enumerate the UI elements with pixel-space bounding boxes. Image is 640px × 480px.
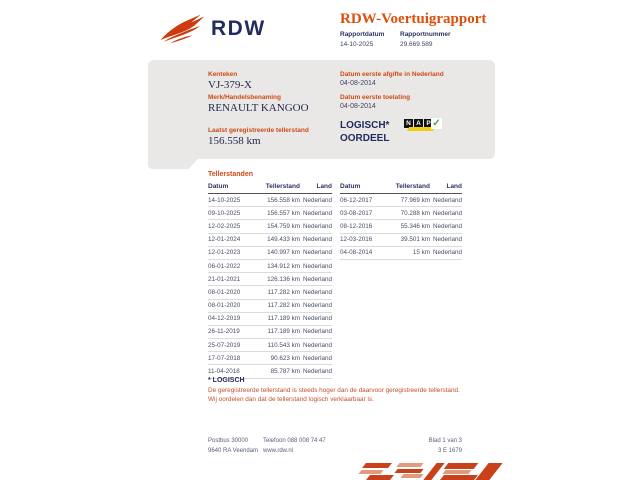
logisch-note-text: De geregistreerde tellerstand is steeds hoger dan de daarvoor geregistreerde tellerstand. Wij oordelen dan dat de tellerstand logisch verklaarbaar is. (208, 387, 460, 403)
logisch-note-title: * LOGISCH (208, 377, 245, 384)
table-row: 17-07-2018 90.623 km Nederland (208, 352, 332, 365)
table-header-row (208, 181, 332, 194)
footer-address-line2: 9640 RA Veendam (208, 447, 259, 454)
col-land: Land (300, 181, 332, 194)
laatste-tellerstand-value: 156.558 km (208, 135, 261, 147)
kenteken-label: Kenteken (208, 71, 238, 78)
footer-address (208, 437, 258, 456)
oordeel-line2: OORDEEL (340, 133, 390, 144)
oordeel-text (340, 119, 389, 145)
report-date-value: 14-10-2025 (340, 41, 374, 48)
table-row: 09-10-2025 156.557 km Nederland (208, 207, 332, 220)
col-tellerstand: Tellerstand (386, 181, 430, 194)
table-row: 03-08-2017 70.288 km Nederland (340, 207, 462, 220)
nap-letter-n: N (404, 119, 413, 128)
table-row: 11-04-2018 85.787 km Nederland (208, 365, 332, 378)
footer-page-number: Blad 1 van 3 (428, 438, 462, 444)
merk-value: RENAULT KANGOO (208, 102, 309, 114)
table-row: 08-01-2020 117.282 km Nederland (208, 286, 332, 299)
footer-contact (263, 437, 326, 456)
table-row: 04-08-2014 15 km Nederland (340, 246, 462, 259)
merk-label: Merk/Handelsbenaming (208, 94, 281, 101)
nap-letter-a: A (414, 119, 423, 128)
table-row: 26-11-2019 117.189 km Nederland (208, 325, 332, 338)
table-row: 14-10-2025 156.558 km Nederland (208, 194, 332, 207)
table-row: 21-01-2021 126.136 km Nederland (208, 273, 332, 286)
table-row: 06-12-2017 77.969 km Nederland (340, 194, 462, 207)
table-row: 25-07-2019 110.543 km Nederland (208, 339, 332, 352)
table-row: 08-12-2016 55.346 km Nederland (340, 220, 462, 233)
table-row: 12-01-2024 149.433 km Nederland (208, 233, 332, 246)
report-date-label: Rapportdatum (340, 31, 385, 38)
footer-form-code: 3 E 1679 (437, 447, 462, 454)
report-number-value: 29.669.589 (400, 41, 433, 48)
report-number-label: Rapportnummer (400, 31, 451, 38)
rdw-wing-logo-icon (158, 13, 208, 45)
nap-logo (404, 119, 444, 137)
col-land: Land (430, 181, 462, 194)
col-tellerstand: Tellerstand (254, 181, 300, 194)
table-row: 08-01-2020 117.282 km Nederland (208, 299, 332, 312)
nap-checkmark-icon: ✓ (432, 118, 441, 129)
table-row: 04-12-2019 117.189 km Nederland (208, 312, 332, 325)
oordeel-line1: LOGISCH* (340, 120, 390, 131)
eerste-toelating-value: 04-08-2014 (340, 103, 376, 110)
decorative-stripes-graphic (358, 461, 508, 480)
laatste-tellerstand-label: Laatst geregistreerde tellerstand (208, 127, 309, 134)
nap-letter-p: P (424, 119, 433, 128)
eerste-afgifte-value: 04-08-2014 (340, 80, 376, 87)
col-datum: Datum (340, 181, 386, 194)
col-datum: Datum (208, 181, 254, 194)
page-title: RDW-Voertuigrapport (340, 11, 487, 27)
table-header-row (340, 181, 462, 194)
table-row: 12-02-2025 154.759 km Nederland (208, 220, 332, 233)
vehicle-summary-box-tab (148, 150, 206, 169)
footer-website-link[interactable]: www.rdw.nl (263, 447, 294, 454)
footer-page-info (390, 437, 462, 456)
table-row: 12-03-2016 39.501 km Nederland (340, 233, 462, 246)
eerste-toelating-label: Datum eerste toelating (340, 94, 411, 101)
footer-address-line1: Postbus 30000 (208, 438, 249, 444)
tellerstanden-table-left (208, 181, 332, 379)
table-row: 06-01-2022 134.912 km Nederland (208, 259, 332, 272)
tellerstanden-table-right (340, 181, 462, 260)
eerste-afgifte-label: Datum eerste afgifte in Nederland (340, 71, 444, 78)
rdw-logo-text: RDW (211, 17, 266, 40)
footer-phone: Telefoon 088 008 74 47 (263, 438, 326, 444)
kenteken-value: VJ-379-X (208, 79, 252, 91)
table-row: 12-01-2023 140.997 km Nederland (208, 246, 332, 259)
tellerstanden-title: Tellerstanden (208, 171, 253, 178)
